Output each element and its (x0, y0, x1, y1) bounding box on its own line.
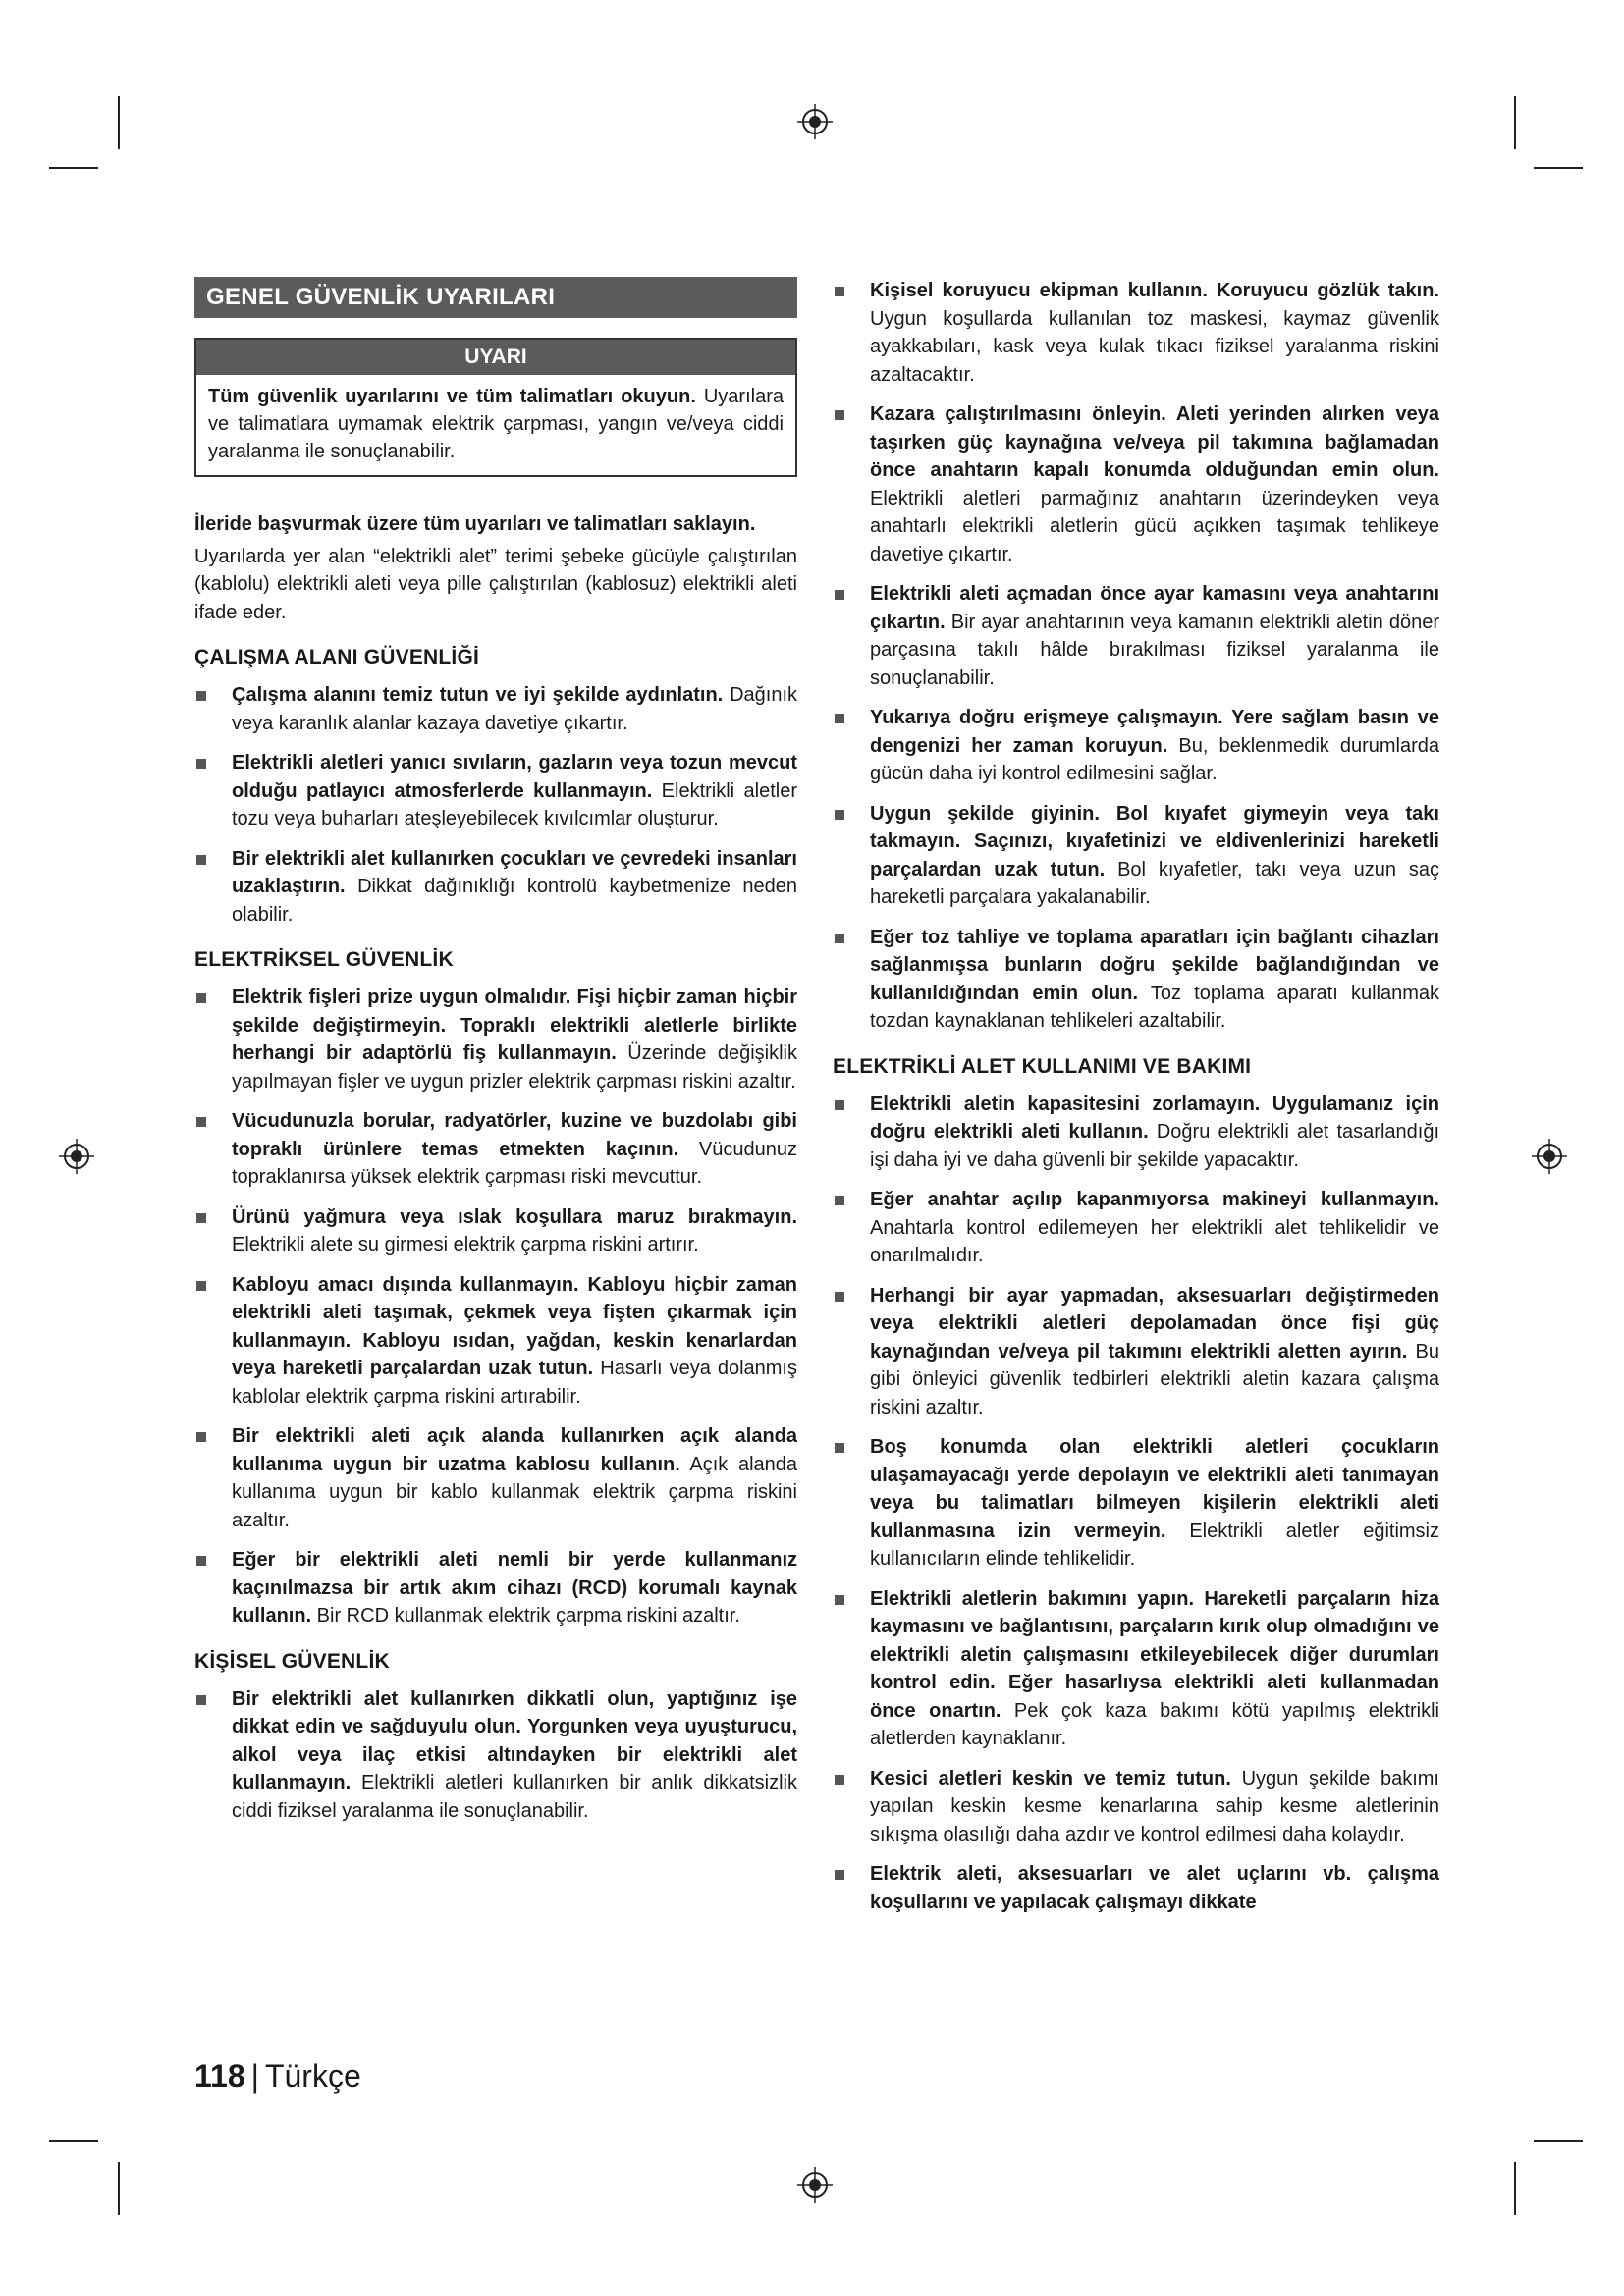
bullet-list (194, 681, 797, 929)
list-item-bold: Eğer bir elektrikli aleti nemli bir yerde kullanmanız kaçınılmazsa bir artık akım cihazı (RCD) korumalı kaynak kullanın. (232, 1549, 797, 1627)
list-item (833, 1186, 1439, 1270)
list-item-bold: Çalışma alanını temiz tutun ve iyi şekilde aydınlatın. (232, 684, 724, 706)
list-item-text: Elektrikli aletleri parmağınız anahtarın üzerindeyken veya anahtarlı elektrikli aletlerin gücü açıkken taşımak tehlikeye davetiye çıkartır. (870, 487, 1439, 565)
crop-mark (1534, 2140, 1583, 2142)
list-item-bold: Eğer toz tahliye ve toplama aparatları için bağlantı cihazları sağlanmışsa bunların doğru şekilde bağlandığından ve kullanıldığından emin olun. (870, 926, 1439, 1004)
tool-use-care-list (833, 1091, 1439, 1917)
list-item-text: Bol kıyafetler, takı veya uzun saç hareketli parçalara yakalanabilir. (870, 858, 1439, 908)
list-item (833, 800, 1439, 912)
list-item-bold: Elektrikli aletin kapasitesini zorlamayın. Uygulamanız için doğru elektrikli aleti kullanın. (870, 1093, 1439, 1143)
registration-mark-icon (57, 1137, 96, 1176)
list-item (833, 1860, 1439, 1916)
list-item (194, 1271, 797, 1412)
list-item (833, 400, 1439, 568)
list-item-bold: Elektrikli aleti açmadan önce ayar kamasını veya anahtarını çıkartın. (870, 583, 1439, 633)
section-heading: KİŞİSEL GÜVENLİK (194, 1649, 390, 1673)
crop-mark (118, 96, 120, 149)
warning-bold: Tüm güvenlik uyarılarını ve tüm talimatları okuyun. (208, 386, 696, 407)
footer-separator: | (250, 2058, 259, 2094)
list-item (833, 580, 1439, 692)
list-item-bold: Vücudunuzla borular, radyatörler, kuzine ve buzdolabı gibi topraklı ürünlere temas etmekten kaçının. (232, 1110, 797, 1160)
list-item-bold: Herhangi bir ayar yapmadan, aksesuarları değiştirmeden veya elektrikli aletleri depolamadan önce fişi güç kaynağından ve/veya pil takımını elektrikli aletten ayırın. (870, 1284, 1439, 1362)
warning-label: UYARI (196, 340, 795, 375)
list-item-bold: Bir elektrikli aleti açık alanda kullanırken açık alanda kullanıma uygun bir uzatma kablosu kullanın. (232, 1425, 797, 1475)
list-item-bold: Kazara çalıştırılmasını önleyin. Aleti yerinden alırken veya taşırken güç kaynağına ve/veya pil takımına bağlamadan önce anahtarın kapalı konumda olduğundan emin olun. (870, 403, 1439, 481)
registration-mark-icon (1530, 1137, 1569, 1176)
list-item (194, 1422, 797, 1534)
list-item-text: Pek çok kaza bakımı kötü yapılmış elektrikli aletlerden kaynaklanır. (870, 1699, 1439, 1749)
list-item (833, 1585, 1439, 1753)
list-item (194, 1107, 797, 1192)
list-item-text: Elektrikli alete su girmesi elektrik çarpma riskini artırır. (232, 1234, 699, 1255)
list-item-bold: Eğer anahtar açılıp kapanmıyorsa makineyi kullanmayın. (870, 1189, 1439, 1210)
warning-box (194, 338, 797, 477)
list-item-text: Dağınık veya karanlık alanlar kazaya davetiye çıkartır. (232, 684, 797, 734)
list-item-text: Doğru elektrikli alet tasarlandığı işi daha iyi ve daha güvenli bir şekilde yapacaktır. (870, 1121, 1440, 1171)
list-item-bold: Yukarıya doğru erişmeye çalışmayın. Yere sağlam basın ve dengenizi her zaman koruyun. (870, 707, 1439, 757)
left-column (194, 277, 797, 1837)
list-item-text: Elektrikli aletleri kullanırken bir anlık dikkatsizlik ciddi fiziksel yaralanma ile sonuçlanabilir. (232, 1772, 797, 1822)
list-item-bold: Elektrik fişleri prize uygun olmalıdır. Fişi hiçbir zaman hiçbir şekilde değiştirmeyin. Topraklı elektrikli aletlerle birlikte herhangi bir adaptörlü fiş kullanmayın. (232, 987, 797, 1064)
section-heading: ÇALIŞMA ALANI GÜVENLİĞİ (194, 646, 480, 668)
list-item-bold: Elektrikli aletlerin bakımını yapın. Hareketli parçaların hiza kaymasını ve bağlantısını, parçaların kırık olup olmadığını ve elektrikli aletin çalışmasını etkileyebilecek diğer durumları kontrol edin. Eğer hasarlıysa elektrikli aleti kullanmadan önce onartın. (870, 1587, 1439, 1722)
page-footer (194, 2056, 361, 2096)
list-item (194, 681, 797, 737)
list-item (833, 277, 1439, 389)
list-item (194, 749, 797, 833)
crop-mark (1534, 167, 1583, 169)
list-item-bold: Kabloyu amacı dışında kullanmayın. Kabloyu hiçbir zaman elektrikli aleti taşımak, çekmek veya fişten çıkarmak için kullanmayın. Kabloyu ısıdan, yağdan, keskin kenarlardan veya hareketli parçalardan uzak tutun. (232, 1273, 797, 1379)
list-item (194, 845, 797, 930)
list-item-bold: Kişisel koruyucu ekipman kullanın. Koruyucu gözlük takın. (870, 280, 1439, 301)
list-item-text: Bu gibi önleyici güvenlik tedbirleri elektrikli aletin kazara çalışma riskini azaltır. (870, 1340, 1439, 1418)
bullet-list (194, 1685, 797, 1826)
bullet-list (194, 984, 797, 1630)
crop-mark (49, 2140, 98, 2142)
section-heading: ELEKTRİKLİ ALET KULLANIMI VE BAKIMI (833, 1054, 1252, 1078)
list-item-text: Üzerinde değişiklik yapılmayan fişler ve uygun prizler elektrik çarpması riskini azaltır. (232, 1042, 797, 1093)
registration-mark-icon (795, 102, 835, 141)
intro-bold (194, 510, 797, 539)
section-heading: ELEKTRİKSEL GÜVENLİK (194, 948, 454, 971)
list-item-bold: Bir elektrikli alet kullanırken dikkatli olun, yaptığınız işe dikkat edin ve sağduyulu olun. Yorgunken veya uyuşturucu, alkol veya ilaç etkisi altındayken bir elektrikli alet kullanmayın. (232, 1687, 797, 1793)
list-item (194, 984, 797, 1095)
list-item-text: Vücudunuz topraklanırsa yüksek elektrik çarpması riski mevcuttur. (232, 1138, 797, 1188)
crop-mark (49, 167, 98, 169)
section-title: GENEL GÜVENLİK UYARILARI (194, 277, 797, 318)
list-item-text: Uygun şekilde bakımı yapılan keskin kesme kenarlarına sahip kesme aletlerinin sıkışma olasılığı daha azdır ve kontrol edilmesi daha kolaydır. (870, 1767, 1439, 1845)
list-item (194, 1685, 797, 1826)
list-item-text: Toz toplama aparatı kullanmak tozdan kaynaklanan tehlikeleri azaltabilir. (870, 982, 1439, 1032)
list-item-text: Hasarlı veya dolanmış kablolar elektrik çarpma riskini artırabilir. (232, 1358, 797, 1408)
crop-mark (118, 2162, 120, 2215)
list-item-bold: Boş konumda olan elektrikli aletleri çocukların ulaşamayacağı yerde depolayın ve elektrikli aleti tanımayan veya bu talimatları bilmeyen kişilerin elektrikli aleti kullanmasına izin vermeyin. (870, 1436, 1439, 1542)
list-item-text: Bir RCD kullanmak elektrik çarpma riskini azaltır. (311, 1605, 740, 1627)
list-item (833, 1282, 1439, 1422)
list-item-text: Bu, beklenmedik durumlarda gücün daha iyi kontrol edilmesini sağlar. (870, 734, 1440, 784)
list-item-bold: Uygun şekilde giyinin. Bol kıyafet giymeyin veya takı takmayın. Saçınızı, kıyafetinizi ve eldivenlerinizi hareketli parçalardan uzak tutun. (870, 802, 1439, 881)
list-item (194, 1203, 797, 1259)
list-item-bold: Elektrikli aletleri yanıcı sıvıların, gazların veya tozun mevcut olduğu patlayıcı atmosferlerde kullanmayın. (232, 752, 797, 802)
list-item-bold: Elektrik aleti, aksesuarları ve alet uçlarını vb. çalışma koşullarını ve yapılacak çalışmayı dikkate (870, 1863, 1439, 1913)
list-item-text: Açık alanda kullanıma uygun bir kablo kullanmak elektrik çarpma riskini azaltır. (232, 1453, 797, 1531)
footer-language: Türkçe (264, 2058, 361, 2094)
warning-text (196, 375, 795, 475)
list-item-text: Dikkat dağınıklığı kontrolü kaybetmenize neden olabilir. (232, 876, 797, 926)
right-column (833, 277, 1439, 1928)
warning-rest: Uyarılara ve talimatlara uymamak elektrik çarpması, yangın ve/veya ciddi yaralanma ile sonuçlanabilir. (208, 386, 784, 462)
list-item-bold: Ürünü yağmura veya ıslak koşullara maruz bırakmayın. (232, 1205, 797, 1228)
list-item (833, 924, 1439, 1036)
list-item-text: Anahtarla kontrol edilemeyen her elektrikli alet tehlikelidir ve onarılmalıdır. (870, 1216, 1439, 1266)
crop-mark (1514, 96, 1516, 149)
personal-safety-list-continued (833, 277, 1439, 1036)
list-item-text: Uygun koşullarda kullanılan toz maskesi, kaymaz güvenlik ayakkabıları, kask veya kulak tıkacı fiziksel yaralanma riskini azaltacaktır. (870, 307, 1439, 386)
list-item-text: Elektrikli aletler tozu veya buharları ateşleyebilecek kıvılcımlar oluşturur. (232, 779, 797, 829)
list-item (833, 1091, 1439, 1175)
list-item-bold: Kesici aletleri keskin ve temiz tutun. (870, 1767, 1231, 1789)
intro-text: Uyarılarda yer alan “elektrikli alet” terimi şebeke gücüyle çalıştırılan (kablolu) elektrikli aleti veya pille çalıştırılan (kablosuz) elektrikli aleti ifade eder. (194, 545, 797, 623)
crop-mark (1514, 2162, 1516, 2215)
list-item-text: Bir ayar anahtarının veya kamanın elektrikli aletin döner parçasına takılı hâlde bırakılması fiziksel yaralanma ile sonuçlanabilir. (870, 611, 1439, 689)
registration-mark-icon (795, 2165, 835, 2205)
list-item (194, 1546, 797, 1630)
list-item (833, 704, 1439, 788)
list-item-bold: Bir elektrikli alet kullanırken çocukları ve çevredeki insanları uzaklaştırın. (232, 847, 797, 897)
list-item (833, 1433, 1439, 1574)
list-item-text: Elektrikli aletler eğitimsiz kullanıcıların elinde tehlikelidir. (870, 1520, 1439, 1570)
page-number: 118 (194, 2058, 245, 2094)
left-sections (194, 644, 797, 1825)
list-item (833, 1765, 1439, 1849)
intro-bold-text: İleride başvurmak üzere tüm uyarıları ve talimatları saklayın. (194, 513, 756, 535)
